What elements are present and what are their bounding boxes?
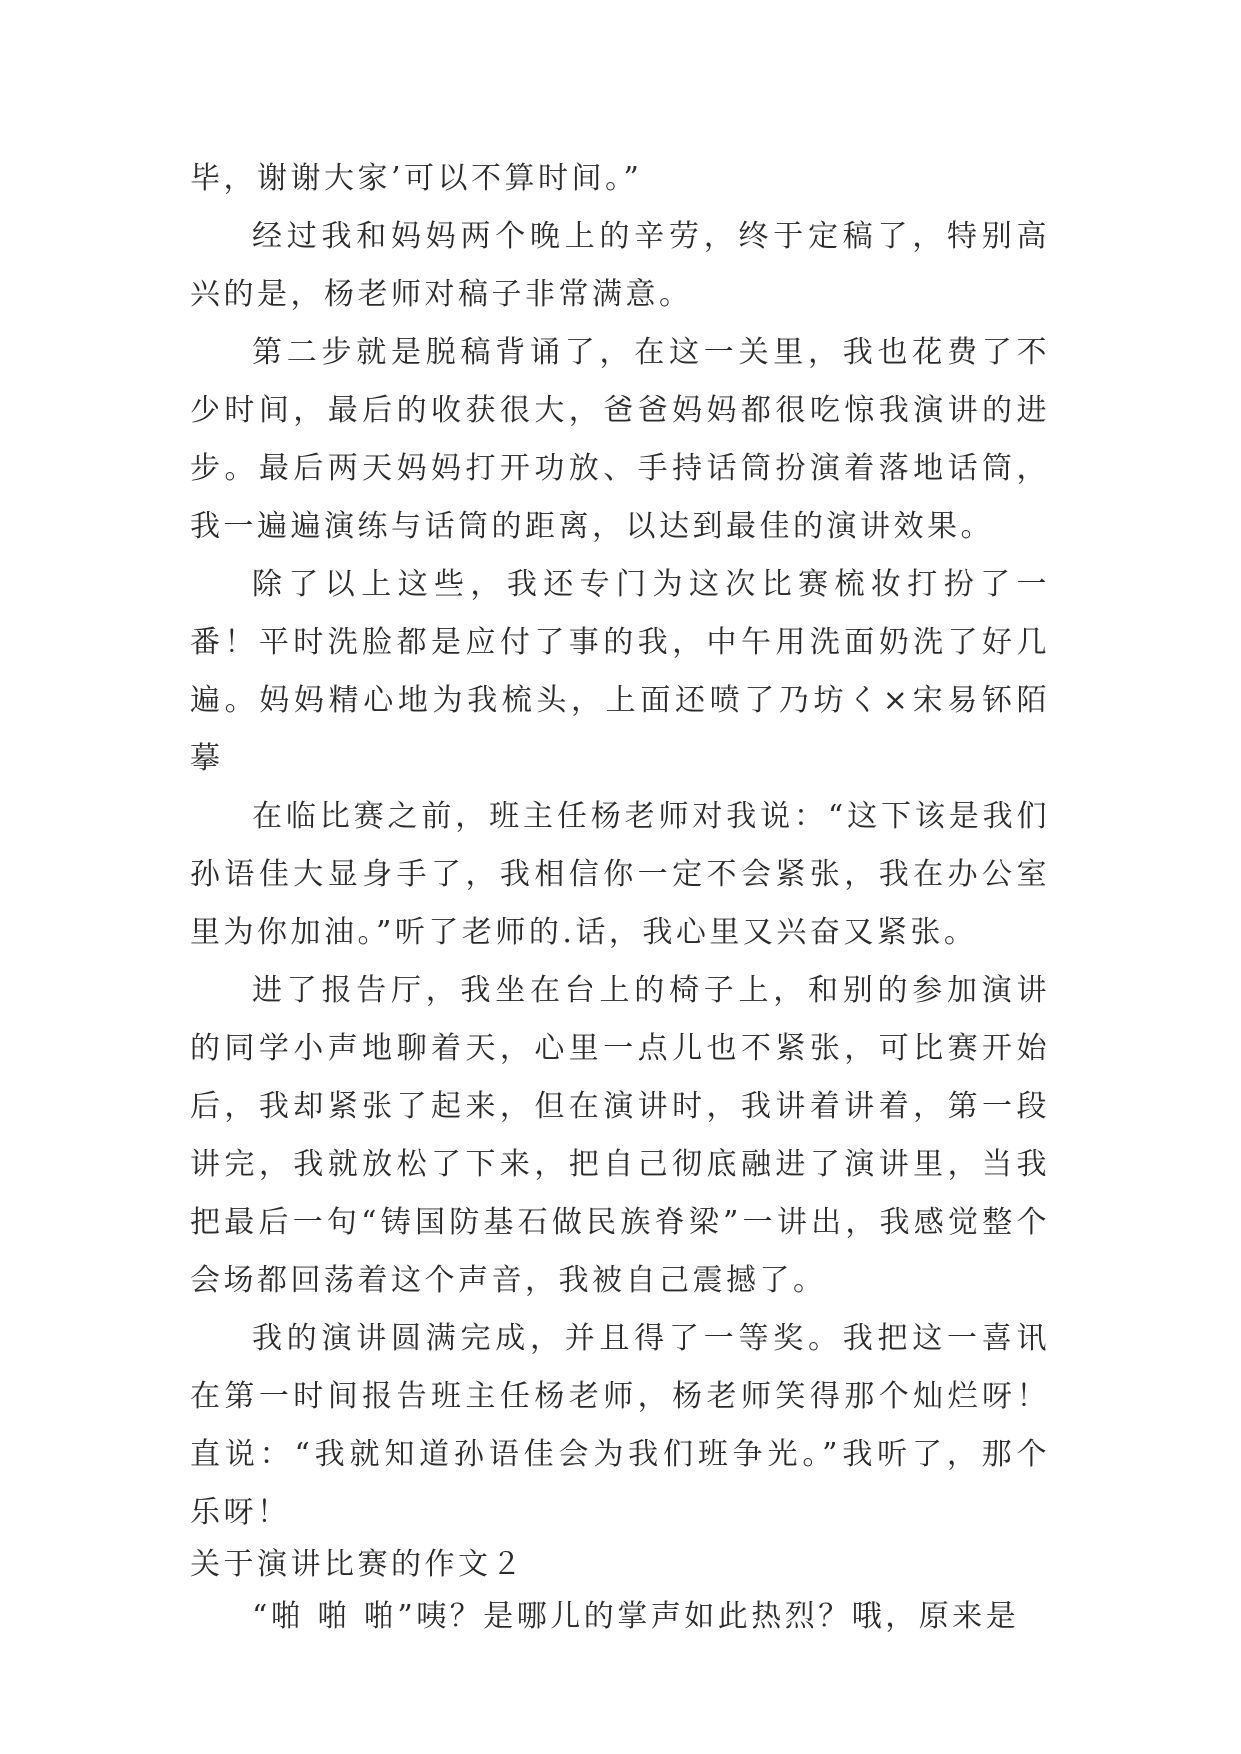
paragraph-7: 我的演讲圆满完成，并且得了一等奖。我把这一喜讯在第一时间报告班主任杨老师，杨老师笑得那个灿烂呀！直说：“我就知道孙语佳会为我们班争光。”我听了，那个乐呀！ [190,1321,1050,1530]
paragraph-4: 除了以上这些，我还专门为这次比赛梳妆打扮了一番！平时洗脸都是应付了事的我，中午用洗面奶洗了好几遍。妈妈精心地为我梳头，上面还喷了乃坊く×宋易钚陌摹 [190,567,1050,776]
paragraph-1: 毕，谢谢大家’可以不算时间。” [190,161,643,196]
section-heading: 关于演讲比赛的作文２ [190,1547,525,1582]
paragraph-6: 进了报告厅，我坐在台上的椅子上，和别的参加演讲的同学小声地聊着天，心里一点儿也不紧张，可比赛开始后，我却紧张了起来，但在演讲时，我讲着讲着，第一段讲完，我就放松了下来，把自己彻底融进了演讲里，当我把最后一句“铸国防基石做民族脊梁”一讲出，我感觉整个会场都回荡着这个声音，我被自己震撼了。 [190,973,1050,1298]
paragraph-5: 在临比赛之前，班主任杨老师对我说：“这下该是我们孙语佳大显身手了，我相信你一定不会紧张，我在办公室里为你加油。”听了老师的.话，我心里又兴奋又紧张。 [190,799,1050,950]
document-body [190,150,1050,1646]
paragraph-3: 第二步就是脱稿背诵了，在这一关里，我也花费了不少时间，最后的收获很大，爸爸妈妈都很吃惊我演讲的进步。最后两天妈妈打开功放、手持话筒扮演着落地话筒，我一遍遍演练与话筒的距离，以达到最佳的演讲效果。 [190,335,1050,544]
paragraph-2: 经过我和妈妈两个晚上的辛劳，终于定稿了，特别高兴的是，杨老师对稿子非常满意。 [190,219,1050,312]
paragraph-8: “啪 啪 啪”咦？是哪儿的掌声如此热烈？哦，原来是 [252,1599,1020,1634]
